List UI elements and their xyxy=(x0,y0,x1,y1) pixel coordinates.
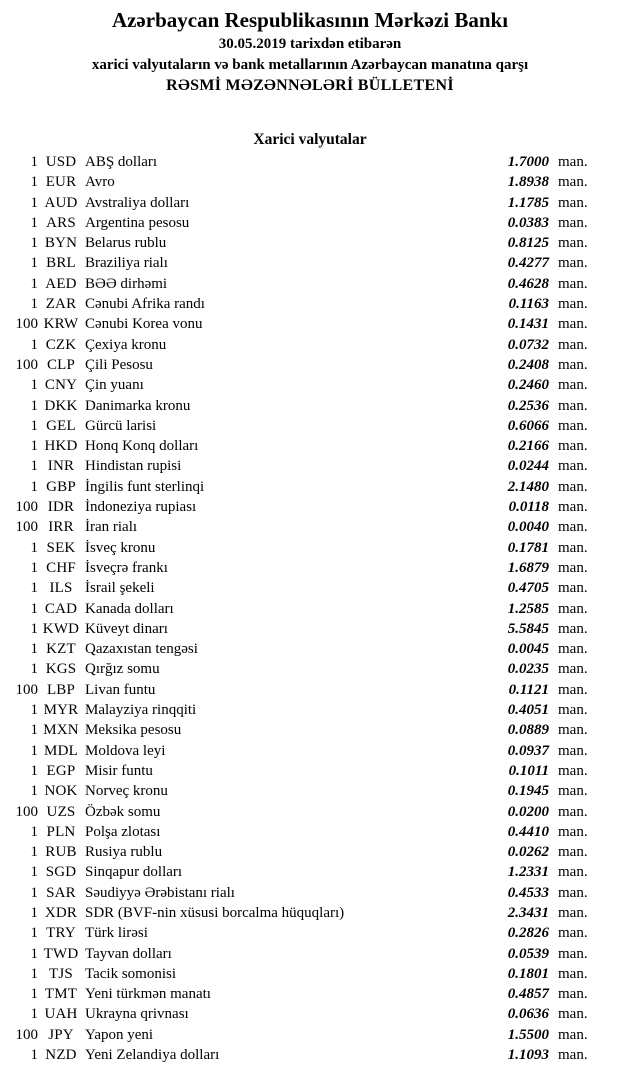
bank-name-title: Azərbaycan Respublikasının Mərkəzi Bankı xyxy=(111,8,509,32)
currency-rate: 1.1093 xyxy=(507,1047,549,1064)
currency-row xyxy=(0,802,620,822)
currency-quantity: 1 xyxy=(30,965,38,982)
currency-name: Moldova leyi xyxy=(85,742,166,759)
currency-unit-label: man. xyxy=(558,803,588,820)
currency-rate: 0.0200 xyxy=(507,803,549,820)
currency-rate: 0.4051 xyxy=(507,702,549,719)
currency-unit-label: man. xyxy=(558,397,588,414)
currency-quantity: 1 xyxy=(30,722,38,739)
currency-row xyxy=(0,1025,620,1045)
currency-rate: 0.0937 xyxy=(507,742,549,759)
currency-name: Çexiya kronu xyxy=(85,336,167,353)
currency-unit-label: man. xyxy=(558,620,588,637)
currency-row xyxy=(0,213,620,233)
currency-row xyxy=(0,233,620,253)
currency-row xyxy=(0,294,620,314)
currency-rate: 0.1781 xyxy=(507,539,549,556)
currency-name: Səudiyyə Ərəbistanı rialı xyxy=(85,884,235,901)
currency-quantity: 1 xyxy=(30,1047,38,1064)
currency-row xyxy=(0,1045,620,1065)
currency-row xyxy=(0,862,620,882)
currency-quantity: 1 xyxy=(30,945,38,962)
currency-rate: 0.2826 xyxy=(507,925,549,942)
currency-rate: 0.0636 xyxy=(507,1006,549,1023)
currency-unit-label: man. xyxy=(558,783,588,800)
currency-quantity: 1 xyxy=(30,255,38,272)
currency-rate: 5.5845 xyxy=(507,620,549,637)
currency-code: KRW xyxy=(43,316,79,333)
currency-code: ZAR xyxy=(45,296,77,313)
currency-rate: 0.0889 xyxy=(507,722,549,739)
currency-code: KGS xyxy=(45,661,77,678)
currency-row xyxy=(0,883,620,903)
currency-rate: 0.1121 xyxy=(508,681,549,698)
currency-name: ABŞ dolları xyxy=(85,154,158,170)
currency-quantity: 1 xyxy=(30,174,38,191)
currency-rate: 0.0732 xyxy=(507,336,549,353)
currency-unit-label: man. xyxy=(558,194,588,211)
document-header xyxy=(0,0,620,97)
currency-quantity: 1 xyxy=(30,397,38,414)
currency-code: KWD xyxy=(42,620,80,637)
currency-code: NZD xyxy=(45,1047,77,1064)
currency-rate: 2.3431 xyxy=(507,904,549,921)
currency-rate: 0.2408 xyxy=(507,356,549,373)
currency-code: MXN xyxy=(43,722,79,739)
currency-row xyxy=(0,152,620,172)
currency-code: KZT xyxy=(46,641,76,658)
currency-quantity: 1 xyxy=(30,702,38,719)
currency-row xyxy=(0,842,620,862)
currency-name: İsveç kronu xyxy=(85,539,156,556)
currency-row xyxy=(0,822,620,842)
currency-unit-label: man. xyxy=(558,1047,588,1064)
currency-row xyxy=(0,456,620,476)
currency-name: Hindistan rupisi xyxy=(85,458,182,475)
currency-code: UZS xyxy=(46,803,76,820)
currency-quantity: 100 xyxy=(15,499,38,516)
currency-unit-label: man. xyxy=(558,884,588,901)
currency-code: GBP xyxy=(46,478,76,495)
currency-rate: 0.0045 xyxy=(507,641,549,658)
currency-name: Danimarka kronu xyxy=(85,397,191,414)
currency-name: Cənubi Afrika randı xyxy=(85,296,205,313)
currency-row xyxy=(0,659,620,679)
currency-quantity: 1 xyxy=(30,986,38,1003)
currency-name: SDR (BVF-nin xüsusi borcalma hüquqları) xyxy=(85,904,345,921)
bulletin-title: RƏSMİ MƏZƏNNƏLƏRİ BÜLLETENİ xyxy=(166,77,454,94)
currency-rate: 0.4857 xyxy=(507,986,549,1003)
currency-row xyxy=(0,599,620,619)
currency-row xyxy=(0,903,620,923)
currency-rate: 1.7000 xyxy=(507,154,549,170)
currency-unit-label: man. xyxy=(558,478,588,495)
currency-quantity: 1 xyxy=(30,458,38,475)
currency-name: Çili Pesosu xyxy=(85,356,153,373)
currency-name: İran rialı xyxy=(85,519,138,536)
currency-code: SAR xyxy=(46,884,76,901)
currency-name: Tayvan dolları xyxy=(85,945,172,962)
currency-unit-label: man. xyxy=(558,986,588,1003)
currency-code: CNY xyxy=(44,377,78,394)
currency-unit-label: man. xyxy=(558,539,588,556)
currency-row xyxy=(0,314,620,334)
currency-quantity: 1 xyxy=(30,377,38,394)
subtitle-line: xarici valyutaların və bank metallarının Azərbaycan manatına qarşı xyxy=(91,57,529,73)
currency-code: BRL xyxy=(46,255,76,272)
currency-unit-label: man. xyxy=(558,762,588,779)
currency-code: JPY xyxy=(48,1026,74,1043)
currency-name: BƏƏ dirhəmi xyxy=(85,275,168,292)
currency-row xyxy=(0,984,620,1004)
currency-name: Avro xyxy=(85,174,115,191)
currency-code: AUD xyxy=(44,194,78,211)
currency-code: CZK xyxy=(45,336,77,353)
currency-rate: 0.4628 xyxy=(507,275,549,292)
currency-row xyxy=(0,1004,620,1024)
currency-quantity: 1 xyxy=(30,580,38,597)
currency-quantity: 1 xyxy=(30,742,38,759)
currency-rate: 1.8938 xyxy=(507,174,549,191)
currency-quantity: 1 xyxy=(30,336,38,353)
currency-name: İsrail şekeli xyxy=(85,580,155,597)
currency-name: Qırğız somu xyxy=(85,661,160,678)
currency-quantity: 1 xyxy=(30,884,38,901)
currency-rate: 1.2331 xyxy=(507,864,549,881)
currency-quantity: 1 xyxy=(30,783,38,800)
currency-row xyxy=(0,680,620,700)
currency-row xyxy=(0,700,620,720)
currency-name: Yapon yeni xyxy=(85,1026,154,1043)
currency-quantity: 1 xyxy=(30,661,38,678)
currency-rate: 0.1945 xyxy=(507,783,549,800)
currency-quantity: 100 xyxy=(15,803,38,820)
currency-quantity: 1 xyxy=(30,478,38,495)
currency-quantity: 1 xyxy=(30,1006,38,1023)
currency-quantity: 1 xyxy=(30,641,38,658)
currency-quantity: 1 xyxy=(30,417,38,434)
currency-name: Polşa zlotası xyxy=(85,823,161,840)
currency-rates-table xyxy=(0,152,620,1065)
currency-unit-label: man. xyxy=(558,336,588,353)
currency-rate: 0.0383 xyxy=(507,214,549,231)
currency-row xyxy=(0,964,620,984)
currency-name: Küveyt dinarı xyxy=(85,620,168,637)
currency-rate: 0.1163 xyxy=(508,296,549,313)
currency-code: ILS xyxy=(49,580,73,597)
currency-quantity: 1 xyxy=(30,925,38,942)
currency-rate: 0.4410 xyxy=(507,823,549,840)
currency-quantity: 1 xyxy=(30,235,38,252)
currency-name: İsveçrə frankı xyxy=(85,559,168,576)
currency-code: SGD xyxy=(45,864,77,881)
currency-unit-label: man. xyxy=(558,214,588,231)
currency-code: CAD xyxy=(44,600,78,617)
currency-name: Norveç kronu xyxy=(85,783,168,800)
currency-rate: 0.2166 xyxy=(507,438,549,455)
currency-name: Meksika pesosu xyxy=(85,722,182,739)
currency-row xyxy=(0,538,620,558)
currency-rate: 0.2536 xyxy=(507,397,549,414)
currency-unit-label: man. xyxy=(558,661,588,678)
currency-row xyxy=(0,944,620,964)
currency-name: Yeni Zelandiya dolları xyxy=(85,1047,220,1064)
currency-name: Belarus rublu xyxy=(85,235,167,252)
currency-unit-label: man. xyxy=(558,580,588,597)
currency-row xyxy=(0,375,620,395)
currency-unit-label: man. xyxy=(558,702,588,719)
currency-code: AED xyxy=(45,275,77,292)
currency-name: Rusiya rublu xyxy=(85,844,163,861)
currency-quantity: 1 xyxy=(30,539,38,556)
currency-code: MDL xyxy=(44,742,78,759)
currency-rate: 0.1431 xyxy=(507,316,549,333)
currency-row xyxy=(0,558,620,578)
currency-quantity: 1 xyxy=(30,864,38,881)
currency-quantity: 1 xyxy=(30,275,38,292)
currency-rate: 2.1480 xyxy=(507,478,549,495)
currency-rate: 0.0118 xyxy=(508,499,549,516)
currency-name: İndoneziya rupiası xyxy=(85,499,197,516)
currency-code: BYN xyxy=(44,235,78,252)
currency-name: Kanada dolları xyxy=(85,600,174,617)
currency-row xyxy=(0,497,620,517)
currency-name: Cənubi Korea vonu xyxy=(85,316,203,333)
currency-rate: 0.1801 xyxy=(507,965,549,982)
currency-name: Avstraliya dolları xyxy=(85,194,190,211)
currency-name: Tacik somonisi xyxy=(85,965,177,982)
currency-row xyxy=(0,578,620,598)
currency-code: UAH xyxy=(44,1006,78,1023)
currency-rate: 0.4533 xyxy=(507,884,549,901)
currency-unit-label: man. xyxy=(558,154,588,170)
currency-unit-label: man. xyxy=(558,1006,588,1023)
currency-unit-label: man. xyxy=(558,844,588,861)
currency-quantity: 1 xyxy=(30,214,38,231)
currency-name: Malayziya rinqqiti xyxy=(85,702,197,719)
currency-quantity: 100 xyxy=(15,316,38,333)
currency-code: USD xyxy=(45,154,77,170)
currency-row xyxy=(0,172,620,192)
currency-rate: 0.8125 xyxy=(507,235,549,252)
currency-code: LBP xyxy=(46,681,76,698)
currency-unit-label: man. xyxy=(558,255,588,272)
currency-name: Braziliya rialı xyxy=(85,255,168,272)
currency-row xyxy=(0,355,620,375)
currency-code: TMT xyxy=(44,986,78,1003)
currency-unit-label: man. xyxy=(558,356,588,373)
currency-unit-label: man. xyxy=(558,519,588,536)
currency-row xyxy=(0,619,620,639)
currency-name: Misir funtu xyxy=(85,762,153,779)
currency-row xyxy=(0,335,620,355)
currency-quantity: 100 xyxy=(15,519,38,536)
currency-name: Yeni türkmən manatı xyxy=(85,986,211,1003)
currency-row xyxy=(0,416,620,436)
currency-rate: 0.4277 xyxy=(507,255,549,272)
currency-rate: 0.0244 xyxy=(507,458,549,475)
currency-code: INR xyxy=(47,458,75,475)
currency-code: PLN xyxy=(46,823,76,840)
currency-unit-label: man. xyxy=(558,174,588,191)
currency-row xyxy=(0,720,620,740)
currency-code: IDR xyxy=(47,499,75,516)
currency-name: Çin yuanı xyxy=(85,377,144,394)
currency-unit-label: man. xyxy=(558,904,588,921)
currency-row xyxy=(0,761,620,781)
currency-unit-label: man. xyxy=(558,316,588,333)
currency-unit-label: man. xyxy=(558,458,588,475)
currency-code: TJS xyxy=(49,965,73,982)
currency-unit-label: man. xyxy=(558,438,588,455)
currency-code: CLP xyxy=(46,356,76,373)
currency-quantity: 1 xyxy=(30,154,38,170)
currency-row xyxy=(0,741,620,761)
currency-rate: 0.1011 xyxy=(508,762,549,779)
currency-code: ARS xyxy=(46,214,76,231)
currency-name: Argentina pesosu xyxy=(85,214,190,231)
currency-quantity: 1 xyxy=(30,600,38,617)
currency-rate: 0.0262 xyxy=(507,844,549,861)
currency-rate: 0.6066 xyxy=(507,417,549,434)
currency-code: CHF xyxy=(46,559,76,576)
currency-name: Özbək somu xyxy=(85,803,161,820)
currency-quantity: 1 xyxy=(30,438,38,455)
currency-quantity: 1 xyxy=(30,823,38,840)
currency-quantity: 1 xyxy=(30,620,38,637)
currency-name: Qazaxıstan tengəsi xyxy=(85,641,198,658)
currency-rate: 1.2585 xyxy=(507,600,549,617)
currency-unit-label: man. xyxy=(558,641,588,658)
currency-code: EUR xyxy=(45,174,77,191)
currency-unit-label: man. xyxy=(558,296,588,313)
currency-code: DKK xyxy=(44,397,78,414)
currency-name: Livan funtu xyxy=(85,681,156,698)
currency-unit-label: man. xyxy=(558,965,588,982)
currency-code: SEK xyxy=(46,539,76,556)
currency-code: XDR xyxy=(44,904,78,921)
currency-row xyxy=(0,923,620,943)
currency-quantity: 100 xyxy=(15,1026,38,1043)
currency-rate: 0.2460 xyxy=(507,377,549,394)
currency-unit-label: man. xyxy=(558,823,588,840)
currency-unit-label: man. xyxy=(558,499,588,516)
currency-quantity: 100 xyxy=(15,681,38,698)
currency-rate: 0.0235 xyxy=(507,661,549,678)
currency-code: TRY xyxy=(46,925,76,942)
currency-unit-label: man. xyxy=(558,945,588,962)
currency-unit-label: man. xyxy=(558,864,588,881)
currency-quantity: 1 xyxy=(30,904,38,921)
currency-unit-label: man. xyxy=(558,417,588,434)
currency-name: Honq Konq dolları xyxy=(85,438,199,455)
currency-unit-label: man. xyxy=(558,742,588,759)
currency-rate: 1.5500 xyxy=(507,1026,549,1043)
currency-unit-label: man. xyxy=(558,1026,588,1043)
currency-row xyxy=(0,436,620,456)
currency-quantity: 1 xyxy=(30,762,38,779)
currency-unit-label: man. xyxy=(558,235,588,252)
currency-row xyxy=(0,517,620,537)
currency-rate: 0.4705 xyxy=(507,580,549,597)
currency-code: IRR xyxy=(48,519,74,536)
currency-row xyxy=(0,274,620,294)
currency-code: EGP xyxy=(46,762,76,779)
currency-quantity: 1 xyxy=(30,844,38,861)
currency-name: Gürcü larisi xyxy=(85,417,157,434)
currency-name: İngilis funt sterlinqi xyxy=(85,478,205,495)
effective-date-line: 30.05.2019 tarixdən etibarən xyxy=(218,36,402,52)
currency-unit-label: man. xyxy=(558,559,588,576)
currency-rate: 0.0539 xyxy=(507,945,549,962)
currency-row xyxy=(0,193,620,213)
currency-quantity: 100 xyxy=(15,356,38,373)
currency-code: TWD xyxy=(43,945,79,962)
currency-code: MYR xyxy=(43,702,79,719)
currency-unit-label: man. xyxy=(558,275,588,292)
currency-rate: 1.1785 xyxy=(507,194,549,211)
currency-unit-label: man. xyxy=(558,377,588,394)
currency-row xyxy=(0,253,620,273)
currency-unit-label: man. xyxy=(558,722,588,739)
currency-rate: 1.6879 xyxy=(507,559,549,576)
currency-row xyxy=(0,396,620,416)
currency-quantity: 1 xyxy=(30,559,38,576)
currency-unit-label: man. xyxy=(558,681,588,698)
currency-name: Sinqapur dolları xyxy=(85,864,183,881)
currency-row xyxy=(0,639,620,659)
currency-row xyxy=(0,477,620,497)
currency-unit-label: man. xyxy=(558,925,588,942)
currency-code: RUB xyxy=(45,844,77,861)
currency-code: HKD xyxy=(44,438,78,455)
currency-name: Türk lirəsi xyxy=(85,925,148,942)
currency-name: Ukrayna qrivnası xyxy=(85,1006,189,1023)
currency-row xyxy=(0,781,620,801)
currency-quantity: 1 xyxy=(30,296,38,313)
currency-unit-label: man. xyxy=(558,600,588,617)
currency-rate: 0.0040 xyxy=(507,519,549,536)
section-title-foreign-currencies: Xarici valyutalar xyxy=(253,131,367,148)
currency-code: GEL xyxy=(46,417,76,434)
currency-code: NOK xyxy=(44,783,78,800)
currency-quantity: 1 xyxy=(30,194,38,211)
